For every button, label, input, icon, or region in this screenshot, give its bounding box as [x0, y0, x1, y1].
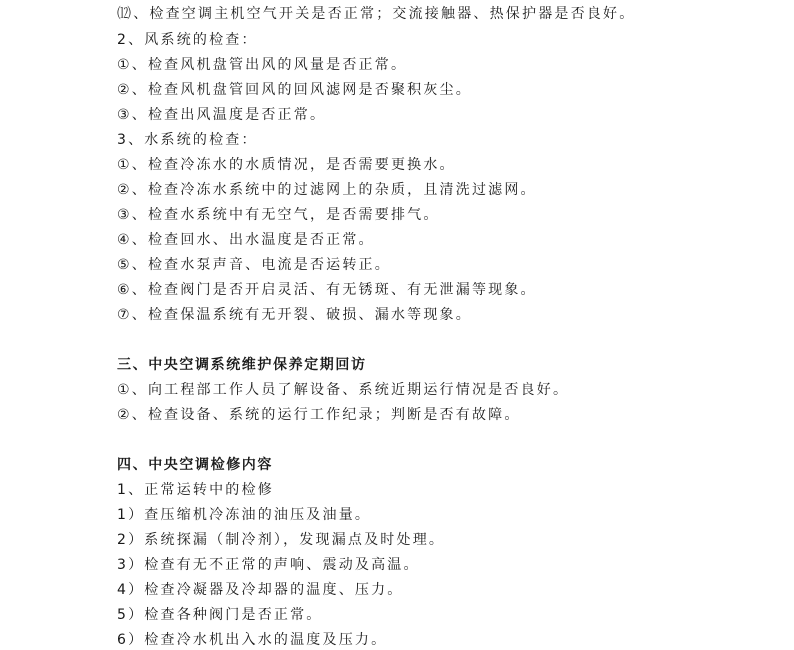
text-line: ⑤、检查水泵声音、电流是否运转正。: [117, 257, 391, 273]
text-line: ⑥、检查阀门是否开启灵活、有无锈斑、有无泄漏等现象。: [117, 282, 537, 298]
text-line: ⑿、检查空调主机空气开关是否正常；交流接触器、热保护器是否良好。: [117, 6, 636, 22]
text-line: ①、检查风机盘管出风的风量是否正常。: [117, 57, 408, 73]
text-line: 6）检查冷水机出入水的温度及压力。: [117, 632, 388, 648]
text-line: 3）检查有无不正常的声响、震动及高温。: [117, 557, 420, 573]
text-line: ②、检查冷冻水系统中的过滤网上的杂质，且清洗过滤网。: [117, 182, 537, 198]
section-heading: 四、中央空调检修内容: [117, 457, 273, 473]
text-line: ①、检查冷冻水的水质情况，是否需要更换水。: [117, 157, 456, 173]
text-line: 4）检查冷凝器及冷却器的温度、压力。: [117, 582, 404, 598]
text-line: 2）系统探漏（制冷剂），发现漏点及时处理。: [117, 532, 446, 548]
text-line: 3、水系统的检查：: [117, 132, 258, 148]
text-line: ③、检查水系统中有无空气，是否需要排气。: [117, 207, 440, 223]
section-heading: 三、中央空调系统维护保养定期回访: [117, 357, 367, 373]
text-line: ②、检查设备、系统的运行工作纪录；判断是否有故障。: [117, 407, 521, 423]
text-line: ①、向工程部工作人员了解设备、系统近期运行情况是否良好。: [117, 382, 570, 398]
text-line: ④、检查回水、出水温度是否正常。: [117, 232, 375, 248]
text-line: 1）查压缩机冷冻油的油压及油量。: [117, 507, 372, 523]
text-line: ⑦、检查保温系统有无开裂、破损、漏水等现象。: [117, 307, 472, 323]
text-line: 2、风系统的检查：: [117, 32, 258, 48]
text-line: 1、正常运转中的检修: [117, 482, 274, 498]
text-line: 5）检查各种阀门是否正常。: [117, 607, 323, 623]
text-line: ③、检查出风温度是否正常。: [117, 107, 327, 123]
text-line: ②、检查风机盘管回风的回风滤网是否聚积灰尘。: [117, 82, 472, 98]
